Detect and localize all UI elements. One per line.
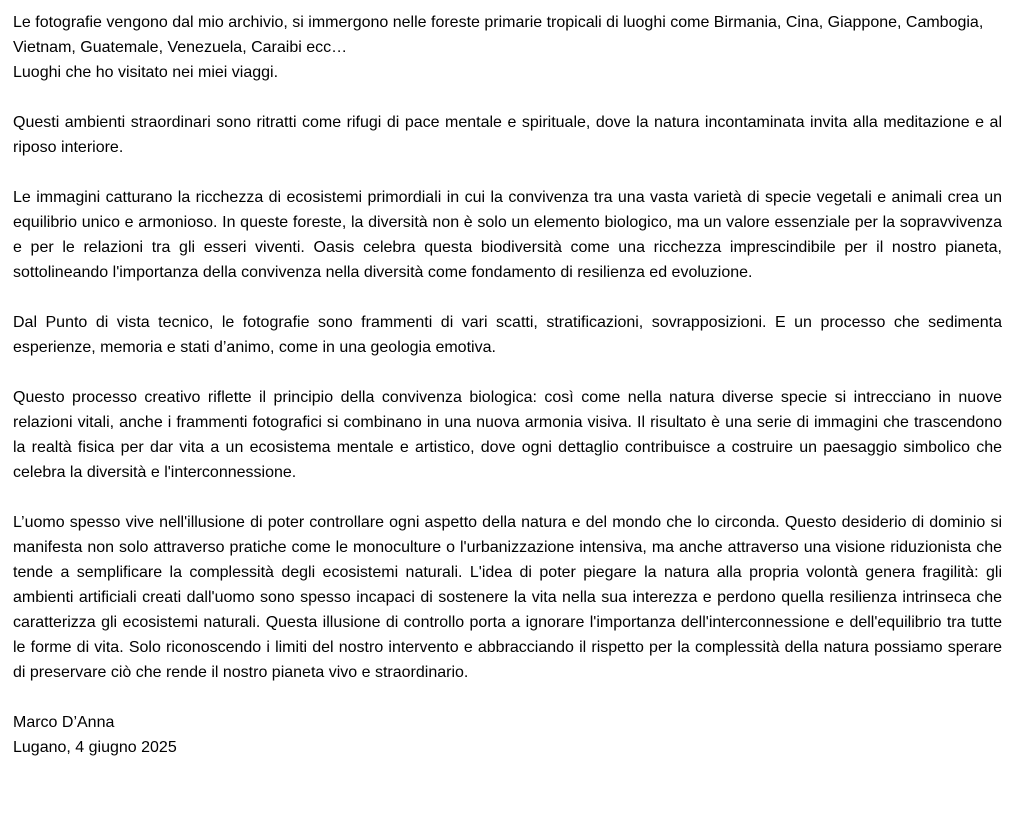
paragraph-illusion-of-control: L’uomo spesso vive nell'illusione di poter controllare ogni aspetto della natura e del mondo che lo circonda. Questo desiderio di dominio si manifesta non solo attraverso pratiche come le monoculture o l'urbanizzazione intensiva, ma anche attraverso una visione riduzionista che tende a semplificare la complessità degli ecosistemi naturali. L'idea di poter piegare la natura alla propria volontà genera fragilità: gli ambienti artificiali creati dall'uomo sono spesso incapaci di sostenere la vita nella sua interezza e perdono quella resilienza intrinseca che caratterizza gli ecosistemi naturali. Questa illusione di controllo porta a ignorare l'importanza dell'interconnessione e dell'equilibrio tra tutte le forme di vita. Solo riconoscendo i limiti del nostro intervento e abbracciando il rispetto per la complessità della natura possiamo sperare di preservare ciò che rende il nostro pianeta vivo e straordinario. [13,514,1002,681]
paragraph-refuges: Questi ambienti straordinari sono ritratti come rifugi di pace mentale e spirituale, dove la natura incontaminata invita alla meditazione e al riposo interiore. [13,114,1002,156]
signature-author: Marco D’Anna [13,714,115,731]
paragraph-ecosystems: Le immagini catturano la ricchezza di ecosistemi primordiali in cui la convivenza tra una vasta varietà di specie vegetali e animali crea un equilibrio unico e armonioso. In queste foreste, la diversità non è solo un elemento biologico, ma un valore essenziale per la sopravvivenza e per le relazioni tra gli esseri viventi. Oasis celebra questa biodiversità come una ricchezza imprescindibile per il nostro pianeta, sottolineando l'importanza della convivenza nella diversità come fondamento di resilienza ed evoluzione. [13,189,1002,281]
paragraph-archive-text: Le fotografie vengono dal mio archivio, si immergono nelle foreste primarie tropicali di luoghi come Birmania, Cina, Giappone, Cambogia, Vietnam, Guatemale, Venezuela, Caraibi ecc… [13,14,984,56]
paragraph-archive-travels: Luoghi che ho visitato nei miei viaggi. [13,64,279,81]
paragraph-technique: Dal Punto di vista tecnico, le fotografie sono frammenti di vari scatti, stratificazioni, sovrapposizioni. E un processo che sedimenta esperienze, memoria e stati d’animo, come in una geologia emotiva. [13,314,1002,356]
paragraph-archive [13,10,1002,85]
signature-place-date: Lugano, 4 giugno 2025 [13,739,177,756]
paragraph-creative-process: Questo processo creativo riflette il principio della convivenza biologica: così come nella natura diverse specie si intrecciano in nuove relazioni vitali, anche i frammenti fotografici si combinano in una nuova armonia visiva. Il risultato è una serie di immagini che trascendono la realtà fisica per dar vita a un ecosistema mentale e artistico, dove ogni dettaglio contribuisce a costruire un paesaggio simbolico che celebra la diversità e l'interconnessione. [13,389,1002,481]
signature-block [13,710,1002,760]
